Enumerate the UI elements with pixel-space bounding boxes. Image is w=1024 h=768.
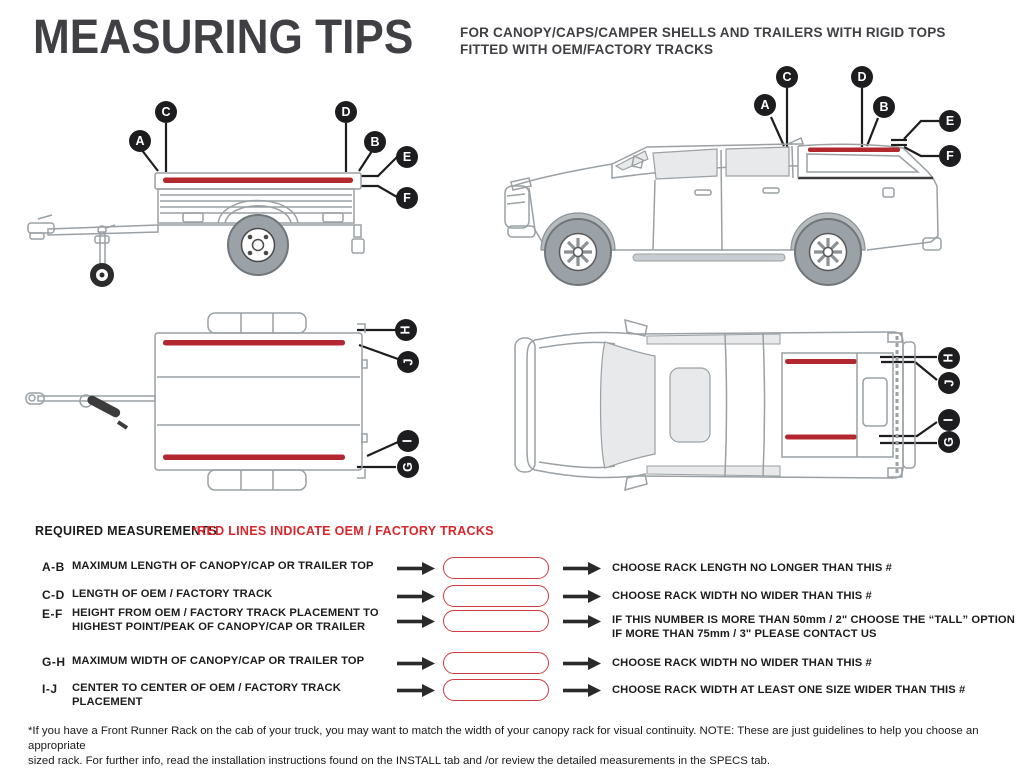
trailer-side-view-diagram	[20, 85, 440, 300]
page-title: MEASURING TIPS	[33, 11, 414, 64]
label-badge-j: J	[397, 351, 419, 373]
measurement-code: E-F	[42, 607, 63, 621]
rack-choice-instruction: CHOOSE RACK LENGTH NO LONGER THAN THIS #	[612, 562, 892, 574]
right-arrow-icon	[563, 684, 601, 697]
label-badge-a: A	[129, 130, 151, 152]
label-badge-b: B	[873, 96, 895, 118]
truck-top-view-diagram	[495, 300, 975, 510]
measurement-code: C-D	[42, 588, 65, 602]
right-arrow-icon	[397, 562, 435, 575]
right-arrow-icon	[397, 615, 435, 628]
page-subtitle	[460, 24, 946, 58]
subtitle-line-2: FITTED WITH OEM/FACTORY TRACKS	[460, 42, 714, 57]
measurement-description: MAXIMUM WIDTH OF CANOPY/CAP OR TRAILER TOP	[72, 655, 365, 667]
label-badge-g: G	[938, 431, 960, 453]
truck-side-view-diagram	[495, 60, 965, 300]
required-measurements-heading: REQUIRED MEASUREMENTS	[35, 524, 218, 538]
measurement-code: I-J	[42, 682, 58, 696]
label-badge-g: G	[397, 456, 419, 478]
measurement-code: G-H	[42, 655, 66, 669]
label-badge-d: D	[335, 101, 357, 123]
measurement-row-ef	[0, 606, 1024, 652]
footnote-line-2: sized rack. For further info, read the installation instructions found on the INSTALL tab and /or review the detailed measurements in the SPECS tab.	[28, 755, 771, 767]
label-badge-f: F	[396, 187, 418, 209]
rack-choice-instruction: CHOOSE RACK WIDTH NO WIDER THAN THIS #	[612, 590, 872, 602]
measurement-description: HEIGHT FROM OEM / FACTORY TRACK PLACEMENT TO HIGHEST POINT/PEAK OF CANOPY/CAP OR TRAILER	[72, 607, 379, 633]
label-badge-e: E	[396, 146, 418, 168]
label-badge-h: H	[938, 347, 960, 369]
measurement-fill-in-box	[443, 652, 549, 674]
footnote	[28, 724, 1008, 768]
footnote-line-1: *If you have a Front Runner Rack on the cab of your truck, you may want to match the width of your canopy rack for visual continuity. NOTE: These are just guidelines to help you choose an appropriate	[28, 725, 979, 752]
label-badge-f: F	[939, 145, 961, 167]
label-badge-c: C	[155, 101, 177, 123]
label-badge-h: H	[395, 319, 417, 341]
right-arrow-icon	[563, 590, 601, 603]
red-lines-note: *RED LINES INDICATE OEM / FACTORY TRACKS	[192, 524, 494, 538]
right-arrow-icon	[397, 590, 435, 603]
trailer-top-view-diagram	[20, 300, 440, 500]
instruction-line-1: IF THIS NUMBER IS MORE THAN 50mm / 2" CHOOSE THE “TALL” OPTION	[612, 614, 1015, 626]
label-badge-b: B	[364, 131, 386, 153]
rack-choice-instruction: CHOOSE RACK WIDTH AT LEAST ONE SIZE WIDER THAN THIS #	[612, 684, 966, 696]
rack-choice-instruction: CHOOSE RACK WIDTH NO WIDER THAN THIS #	[612, 657, 872, 669]
label-badge-c: C	[776, 66, 798, 88]
subtitle-line-1: FOR CANOPY/CAPS/CAMPER SHELLS AND TRAILERS WITH RIGID TOPS	[460, 25, 946, 40]
measurement-fill-in-box	[443, 557, 549, 579]
measurement-fill-in-box	[443, 679, 549, 701]
right-arrow-icon	[563, 657, 601, 670]
measurement-code: A-B	[42, 560, 65, 574]
measurement-fill-in-box	[443, 610, 549, 632]
right-arrow-icon	[563, 615, 601, 628]
right-arrow-icon	[397, 684, 435, 697]
measurement-description: LENGTH OF OEM / FACTORY TRACK	[72, 588, 273, 600]
label-badge-d: D	[851, 66, 873, 88]
rack-choice-instruction	[612, 613, 1018, 641]
measurement-fill-in-box	[443, 585, 549, 607]
measurement-description: CENTER TO CENTER OF OEM / FACTORY TRACK PLACEMENT	[72, 682, 341, 708]
label-badge-a: A	[754, 94, 776, 116]
label-badge-j: J	[938, 372, 960, 394]
measurement-row-ij	[0, 679, 1024, 725]
measurement-description: MAXIMUM LENGTH OF CANOPY/CAP OR TRAILER TOP	[72, 560, 374, 572]
right-arrow-icon	[563, 562, 601, 575]
label-badge-e: E	[939, 110, 961, 132]
instruction-line-2: IF MORE THAN 75mm / 3" PLEASE CONTACT US	[612, 628, 877, 640]
label-badge-i: I	[938, 409, 960, 431]
right-arrow-icon	[397, 657, 435, 670]
label-badge-i: I	[397, 430, 419, 452]
